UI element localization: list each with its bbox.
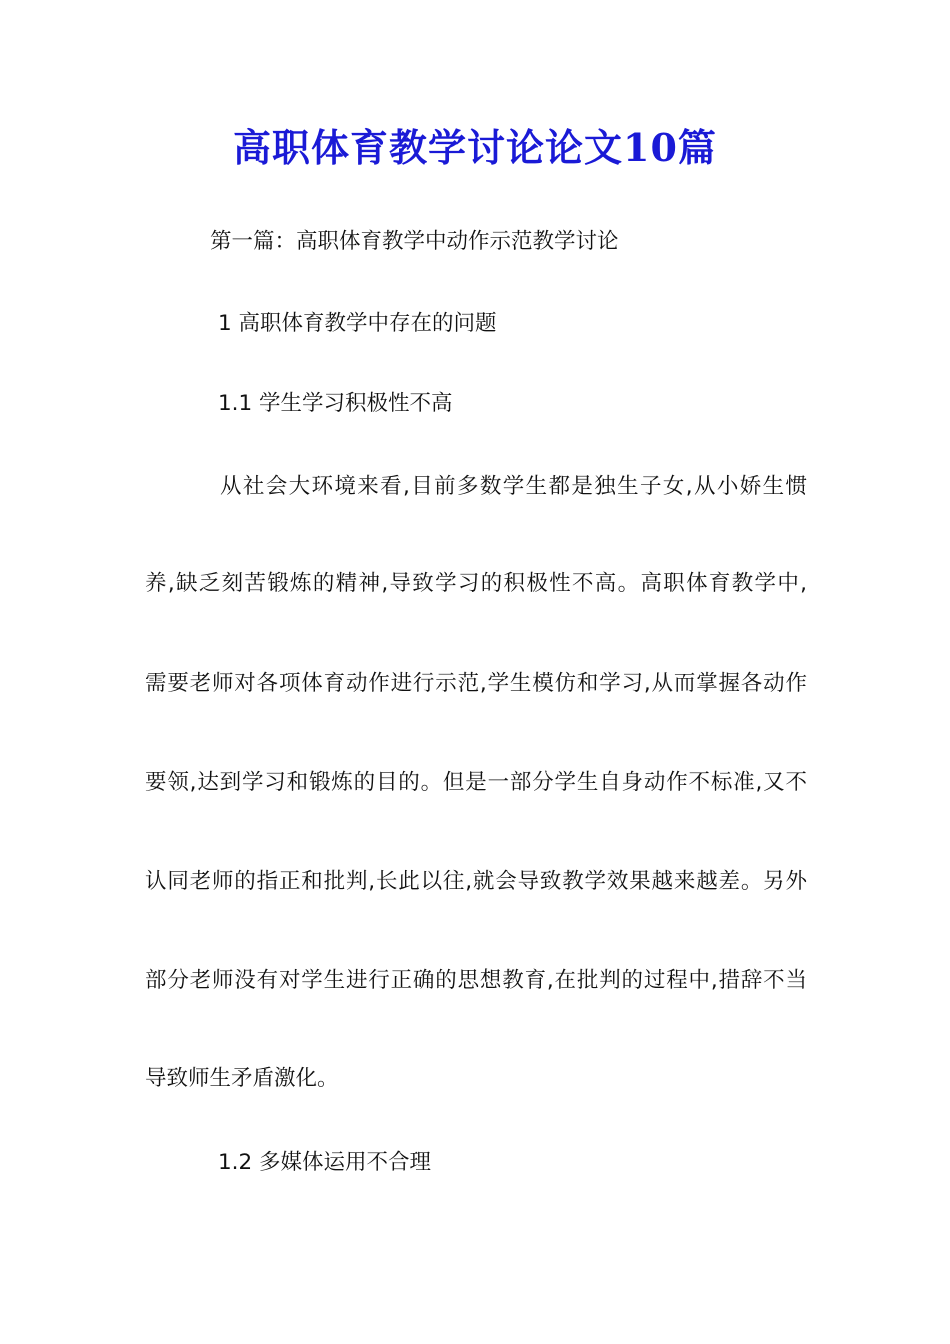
paragraph-line: 养,缺乏刻苦锻炼的精神,导致学习的积极性不高。高职体育教学中, (145, 571, 807, 596)
section-heading: 第一篇：高职体育教学中动作示范教学讨论 (210, 229, 619, 254)
paragraph-line: 要领,达到学习和锻炼的目的。但是一部分学生自身动作不标准,又不 (145, 770, 807, 795)
paragraph-line: 导致师生矛盾激化。 (145, 1066, 339, 1091)
subheading-student-motivation: 1.1 学生学习积极性不高 (218, 391, 453, 416)
document-title: 高职体育教学讨论论文10篇 (233, 125, 717, 170)
paragraph-line: 认同老师的指正和批判,长此以往,就会导致教学效果越来越差。另外 (145, 869, 807, 894)
paragraph-line: 从社会大环境来看,目前多数学生都是独生子女,从小娇生惯 (220, 474, 807, 499)
subheading-problems: 1 高职体育教学中存在的问题 (218, 311, 497, 336)
paragraph-line: 需要老师对各项体育动作进行示范,学生模仿和学习,从而掌握各动作 (145, 671, 807, 696)
paragraph-line: 部分老师没有对学生进行正确的思想教育,在批判的过程中,措辞不当 (145, 968, 807, 993)
subheading-multimedia: 1.2 多媒体运用不合理 (218, 1150, 432, 1175)
